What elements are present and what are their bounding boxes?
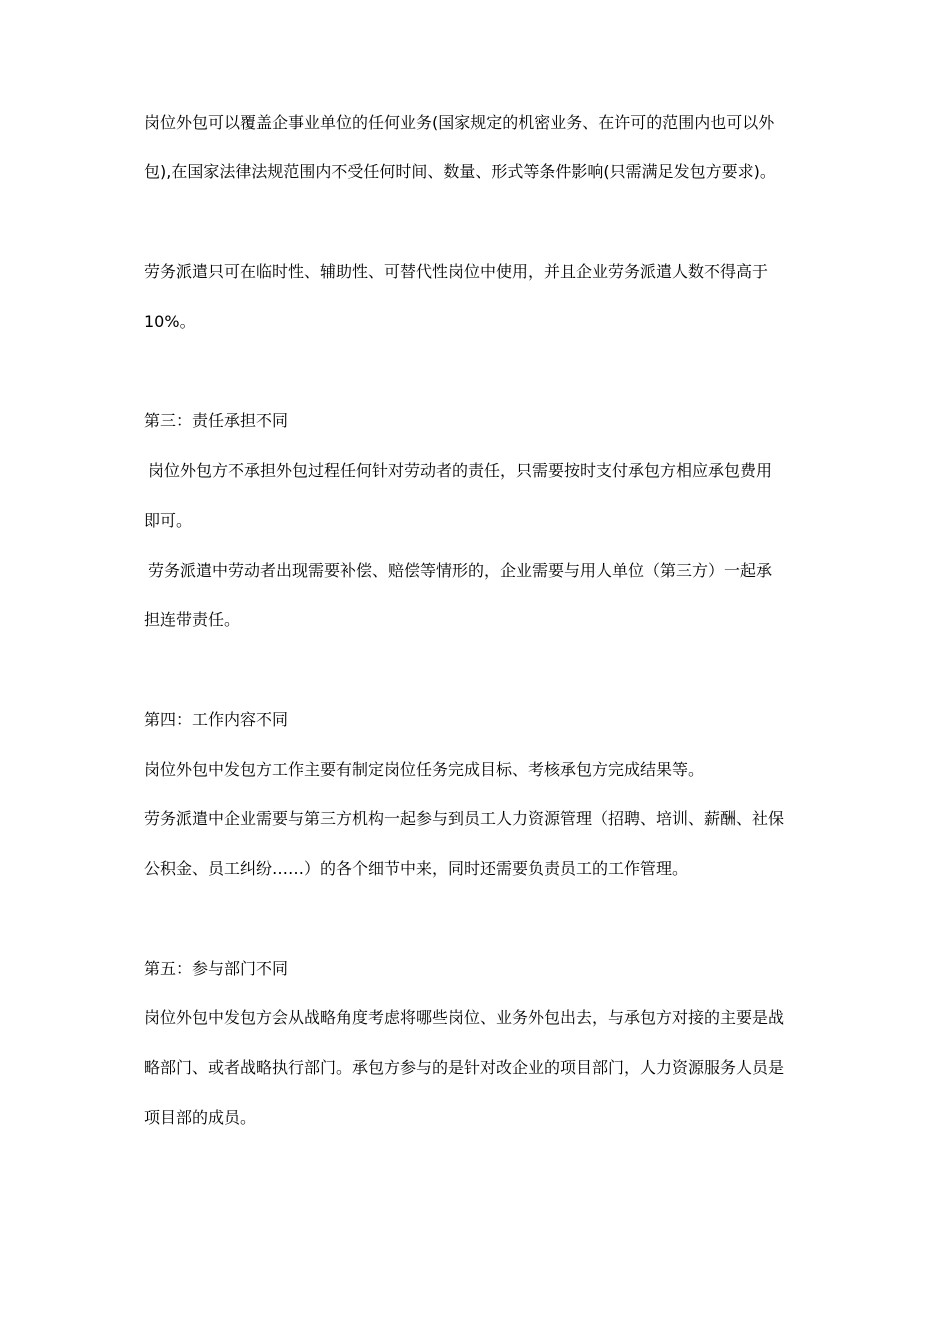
paragraph-line: 担连带责任。 [144,610,241,629]
paragraph-line: 岗位外包中发包方工作主要有制定岗位任务完成目标、考核承包方完成结果等。 [144,760,705,779]
paragraph-line: 包),在国家法律法规范围内不受任何时间、数量、形式等条件影响(只需满足发包方要求)。 [144,162,776,181]
paragraph-line: 略部门、或者战略执行部门。承包方参与的是针对改企业的项目部门，人力资源服务人员是 [144,1058,785,1077]
paragraph-line: 公积金、员工纠纷……）的各个细节中来，同时还需要负责员工的工作管理。 [144,859,689,878]
paragraph-line: 10%。 [144,312,196,331]
paragraph-line: 劳务派遣中劳动者出现需要补偿、赔偿等情形的，企业需要与用人单位（第三方）一起承 [148,561,773,580]
paragraph-line: 岗位外包中发包方会从战略角度考虑将哪些岗位、业务外包出去，与承包方对接的主要是战 [144,1008,785,1027]
paragraph-line: 岗位外包方不承担外包过程任何针对劳动者的责任，只需要按时支付承包方相应承包费用 [148,461,773,480]
paragraph-line: 劳务派遣中企业需要与第三方机构一起参与到员工人力资源管理（招聘、培训、薪酬、社保 [144,809,785,828]
section-heading: 第三：责任承担不同 [144,411,289,430]
paragraph-line: 即可。 [144,511,193,530]
paragraph-line: 项目部的成员。 [144,1108,257,1127]
paragraph-line: 劳务派遣只可在临时性、辅助性、可替代性岗位中使用，并且企业劳务派遣人数不得高于 [144,262,769,281]
paragraph-line: 岗位外包可以覆盖企事业单位的任何业务(国家规定的机密业务、在许可的范围内也可以外 [144,113,775,132]
section-heading: 第五：参与部门不同 [144,959,289,978]
section-heading: 第四：工作内容不同 [144,710,289,729]
